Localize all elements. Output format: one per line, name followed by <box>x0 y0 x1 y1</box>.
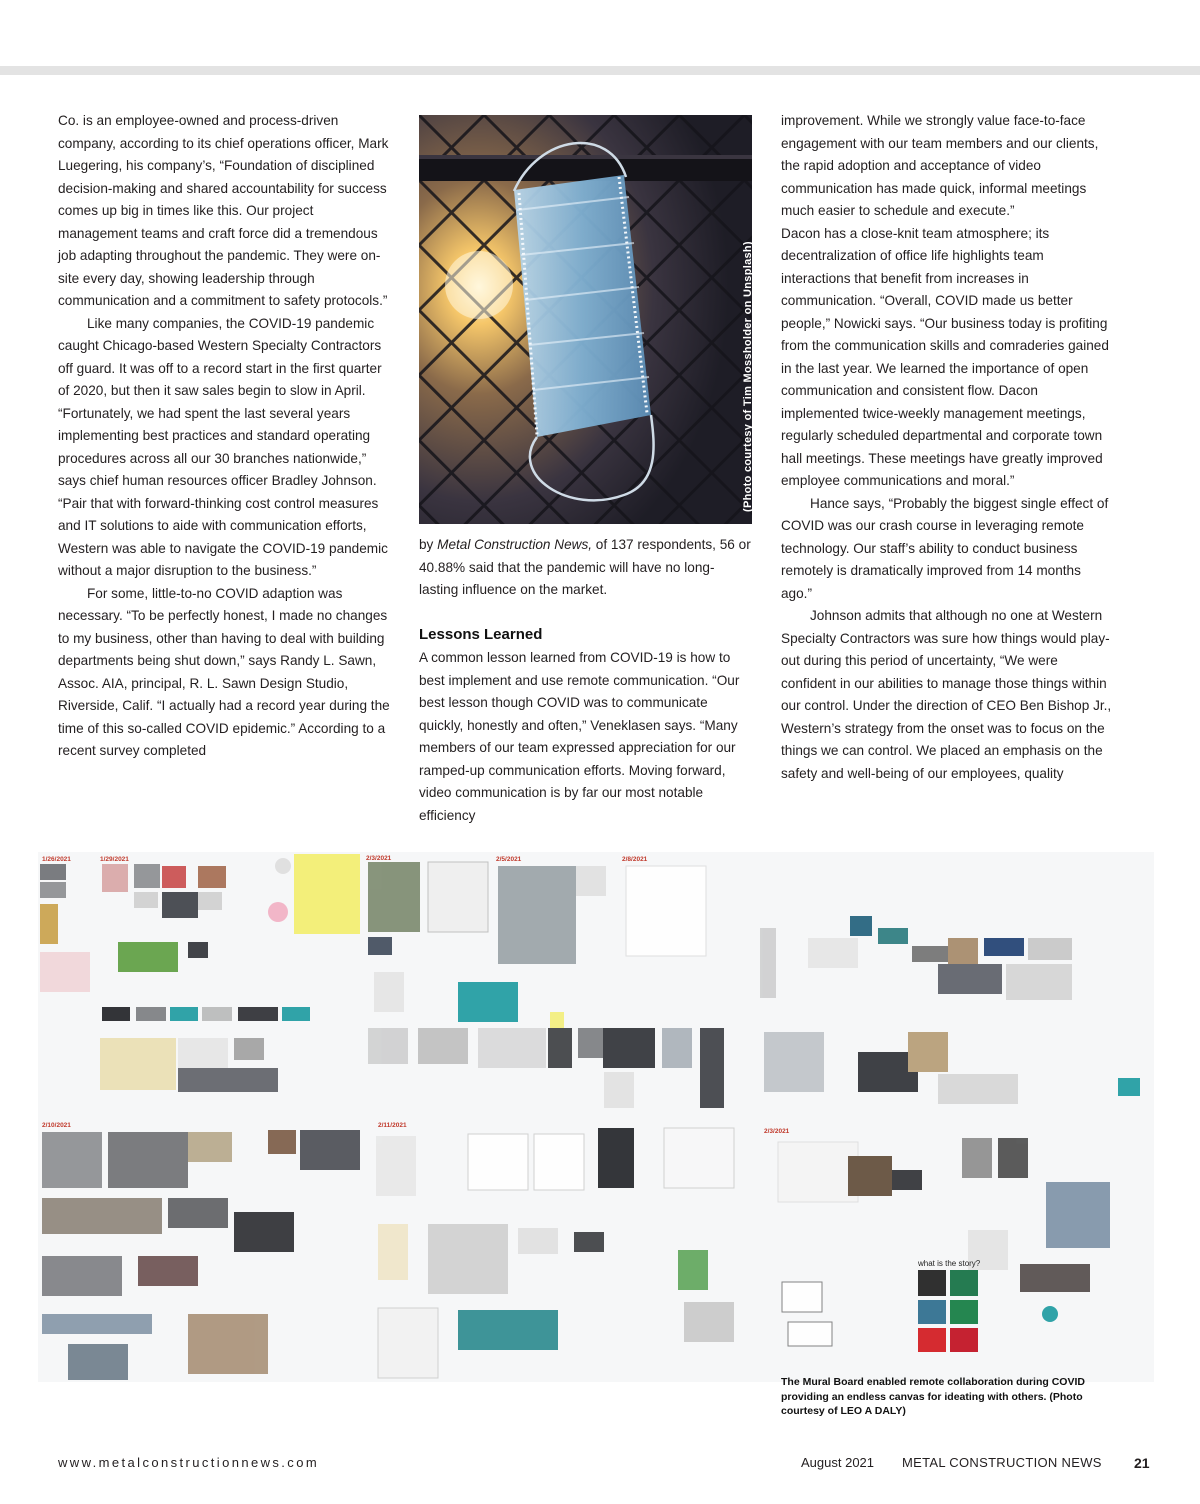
footer-issue-date: August 2021 <box>801 1455 875 1470</box>
mural-date-3: 2/3/2021 <box>366 855 392 862</box>
col3-paragraph-2: Dacon has a close-knit team atmosphere; its decentralization of office life highlights team interactions that benefit from increases in communication. “Overall, COVID made us better people,” Nowicki says. “Our business today is profiting from the communication skills and comraderies gained in the last year. We learned the importance of open communication and consistent flow. Dacon implemented twice-weekly management meetings, regularly scheduled departmental and corporate town hall meetings. These meetings have greatly improved employee communications and moral.” <box>781 225 1109 488</box>
mural-date-8: 2/3/2021 <box>764 1128 790 1135</box>
page-number: 21 <box>1134 1455 1150 1471</box>
subhead-lessons-learned: Lessons Learned <box>419 625 543 643</box>
footer-magazine-name: METAL CONSTRUCTION NEWS <box>902 1455 1102 1470</box>
article-column-3 <box>781 110 1115 785</box>
col2-continuation-rest: of 137 respondents, 56 or 40.88% said that the pandemic will have no long-lasting influence on the market. <box>419 537 751 597</box>
mural-date-2: 1/29/2021 <box>100 856 129 863</box>
article-column-1 <box>58 110 392 763</box>
mural-caption: The Mural Board enabled remote collaboration during COVID providing an endless canvas for ideating with others. (Photo courtesy of LEO A DALY) <box>781 1376 1085 1418</box>
mask-on-fence-photo <box>419 115 752 524</box>
col2-continuation <box>419 534 753 602</box>
mural-date-1: 1/26/2021 <box>42 856 71 863</box>
mural-board-image <box>38 852 1154 1382</box>
mural-story-label: what is the story? <box>918 1259 981 1268</box>
col2-prefix: by <box>419 537 438 552</box>
publication-name: Metal Construction News, <box>437 537 593 552</box>
col3-paragraph-3: Hance says, “Probably the biggest single effect of COVID was our crash course in leveraging remote technology. Our staff’s ability to conduct business remotely is dramatically improved from 14 months ago.” <box>781 495 1109 601</box>
mural-date-7: 2/11/2021 <box>378 1122 407 1129</box>
mural-date-5: 2/8/2021 <box>622 856 648 863</box>
mural-date-4: 2/5/2021 <box>496 856 522 863</box>
footer-url[interactable]: www.metalconstructionnews.com <box>58 1455 320 1470</box>
photo-credit: (Photo courtesy of Tim Mossholder on Unsplash) <box>742 241 754 512</box>
article-column-2 <box>419 534 753 827</box>
col2-paragraph: A common lesson learned from COVID-19 is how to best implement and use remote communication. “Our best lesson though COVID was to communicate quickly, honestly and often,” Veneklasen says. “Many members of our team expressed appreciation for our ramped-up communication efforts. Moving forward, video communication is by far our most notable efficiency <box>419 650 740 823</box>
mural-date-6: 2/10/2021 <box>42 1122 71 1129</box>
col3-paragraph-1: improvement. While we strongly value face-to-face engagement with our team members and our clients, the rapid adoption and acceptance of video communication has made quick, informal meetings much easier to schedule and execute.” <box>781 113 1099 218</box>
col1-paragraph-2: Like many companies, the COVID-19 pandemic caught Chicago-based Western Specialty Contractors off guard. It was off to a record start in the first quarter of 2020, but then it saw sales begin to slow in April. “Fortunately, we had spent the last several years implementing best practices and standard operating procedures across all our 30 branches nationwide,” says chief human resources officer Bradley Johnson. “Pair that with forward-thinking cost control measures and IT solutions to aide with communication efforts, Western was able to navigate the COVID-19 pandemic without a major disruption to the business.” <box>58 315 388 578</box>
col1-paragraph-1: Co. is an employee-owned and process-driven company, according to its chief operations officer, Mark Luegering, his company’s, “Foundation of disciplined decision-making and shared accountability for success comes up big in times like this. Our project management teams and craft force did a tremendous job adapting throughout the pandemic. They were on-site every day, showing leadership through communication and a commitment to safety protocols.” <box>58 113 389 308</box>
col3-paragraph-4: Johnson admits that although no one at Western Specialty Contractors was sure how things would play-out during this period of uncertainty, “We were confident in our abilities to manage those things within our control. Under the direction of CEO Ben Bishop Jr., Western’s strategy from the onset was to focus on the things we can control. We placed an emphasis on the safety and well-being of our employees, quality <box>781 608 1112 781</box>
top-rule <box>0 66 1200 75</box>
col1-paragraph-3: For some, little-to-no COVID adaption was necessary. “To be perfectly honest, I made no changes to my business, other than having to deal with building departments being shut down,” says Randy L. Sawn, Assoc. AIA, principal, R. L. Sawn Design Studio, Riverside, Calif. “I actually had a record year during the time of this so-called COVID epidemic.” According to a recent survey completed <box>58 585 390 758</box>
